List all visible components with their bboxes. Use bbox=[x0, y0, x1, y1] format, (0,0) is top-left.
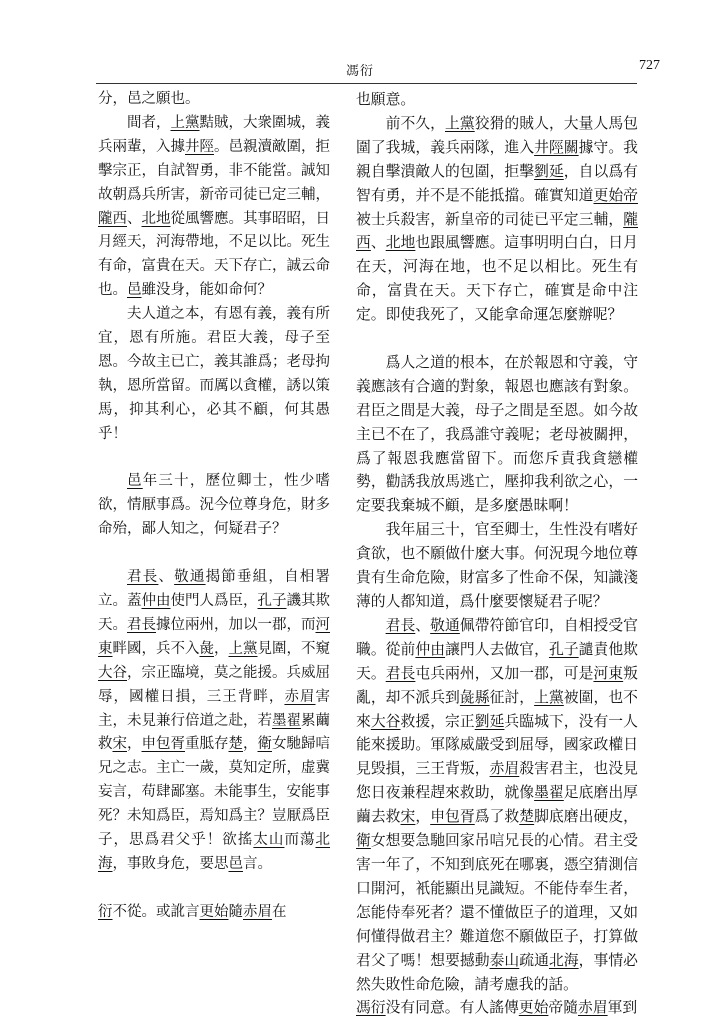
text-run: 我年届三十，官至卿士，生性没有嗜好貪欲，也不願做什麼大事。何況現今地位尊貴有生命危險，財富多了性命不保，知識淺薄的人都知道，爲什麼要懷疑君子呢？ bbox=[356, 521, 638, 611]
text-run: 在 bbox=[272, 903, 287, 920]
left-paragraph bbox=[98, 88, 330, 112]
proper-name: 敬通 bbox=[430, 616, 460, 634]
text-run: 害主，未見兼行倍道之赴，若 bbox=[98, 688, 331, 729]
proper-name: 上黨 bbox=[534, 688, 564, 706]
paragraph-gap bbox=[98, 447, 330, 471]
proper-name: 更始帝 bbox=[593, 186, 638, 204]
text-run: 譏其欺天。 bbox=[98, 593, 330, 633]
text-run: 帝隨 bbox=[548, 999, 579, 1017]
proper-name: 宋 bbox=[112, 736, 127, 753]
right-paragraph bbox=[356, 614, 638, 997]
proper-name: 泰山 bbox=[489, 951, 520, 969]
text-run: 前不久， bbox=[385, 114, 445, 132]
proper-name: 大谷 bbox=[370, 712, 401, 730]
proper-name: 衛 bbox=[356, 832, 371, 850]
text-run: 、 bbox=[370, 234, 386, 252]
text-run: ， bbox=[214, 640, 229, 657]
proper-name: 井陘 bbox=[185, 138, 214, 155]
text-run: 、 bbox=[158, 569, 175, 586]
text-run: 爲人之道的根本，在於報恩和守義，守義應該有合適的對象，報恩也應該有對象。君臣之間是大義，母子之間是至恩。如今故主已不在了，我爲誰守義呢；老母被關押，爲了報恩我應當留下。而您斥責我貪戀權勢，勸誘我放馬逃亡，壓抑我利欲之心，一定要我棄城不顧，是多麼愚昧啊！ bbox=[356, 353, 638, 515]
text-run: 譴責他欺天。 bbox=[356, 640, 638, 682]
text-run: 分，邑之願也。 bbox=[98, 91, 200, 107]
proper-name: 楚 bbox=[519, 808, 535, 826]
text-run: 殺害君主，也没見您日夜兼程趕來救助，就像 bbox=[356, 760, 638, 802]
text-run: 女想要急馳回家吊唁兄長的心情。君主受害一年了，不知到底死在哪裏，憑空猜測信口開河，衹能顯出見識短。不能侍奉生者，怎能侍奉死者？還不懂做臣子的道理，又如何懂得做君主？難道您不願做臣子，打算做君父了嗎！想要撼動 bbox=[356, 832, 638, 969]
proper-name: 君長 bbox=[127, 569, 159, 586]
text-run: 女馳歸唁兄之志。主亡一歲，莫知定所，虚冀妄言，苟肆鄙塞。未能事生，安能事死？未知爲臣，焉知爲主？豈厭爲臣子，思爲君父乎！欲搖 bbox=[98, 736, 330, 849]
text-run: 也願意。 bbox=[356, 91, 416, 108]
proper-name: 申包胥 bbox=[141, 736, 185, 753]
text-run: 使門人爲臣， bbox=[170, 593, 258, 609]
text-run: 見圍，不窺 bbox=[257, 640, 330, 657]
proper-name: 敬通 bbox=[174, 569, 206, 586]
left-paragraph bbox=[98, 901, 330, 925]
proper-name: 君長 bbox=[127, 616, 156, 633]
text-run: 、 bbox=[127, 210, 142, 227]
text-run: 累繭救 bbox=[98, 712, 330, 753]
page-number: 727 bbox=[639, 58, 660, 73]
text-run: 揭節垂組，自相署立。蓋 bbox=[98, 569, 331, 609]
text-run: 重胝存 bbox=[185, 736, 229, 753]
proper-name: 赤眉 bbox=[578, 999, 608, 1017]
text-run: 救援，宗正 bbox=[400, 712, 475, 730]
left-paragraph bbox=[98, 112, 330, 303]
left-paragraph bbox=[98, 470, 330, 542]
text-run: 征討， bbox=[489, 688, 535, 706]
text-run: ， bbox=[127, 736, 142, 753]
proper-name: 君長 bbox=[385, 664, 416, 682]
proper-name: 劉延 bbox=[474, 712, 505, 730]
text-run: 。邑親瀆敵圍，拒擊宗正，自試智勇，非不能當。誠知故朝爲兵所害，新帝司徒已定三輔， bbox=[98, 138, 330, 203]
proper-name: 孔子 bbox=[548, 640, 579, 658]
proper-name: 井陘關 bbox=[534, 138, 579, 156]
left-paragraph bbox=[98, 303, 330, 446]
proper-name: 衍 bbox=[98, 903, 113, 920]
text-run: 屯兵兩州，又加一郡，可是 bbox=[415, 664, 594, 682]
right-paragraph bbox=[356, 351, 638, 518]
text-run: 畔國，兵不入 bbox=[112, 640, 200, 657]
running-title: 馮衍 bbox=[346, 64, 375, 79]
text-run: 没有同意。有人謠傳 bbox=[385, 999, 519, 1017]
proper-name: 上黨 bbox=[445, 114, 475, 132]
paragraph-gap bbox=[98, 877, 330, 901]
proper-name: 邑 bbox=[127, 282, 142, 299]
proper-name: 隴西 bbox=[98, 210, 127, 227]
right-paragraph bbox=[356, 88, 638, 112]
proper-name: 北地 bbox=[141, 210, 171, 227]
proper-name: 上黨 bbox=[228, 640, 258, 657]
text-run: ，事情必然失敗性命危險，請考慮我的話。 bbox=[356, 951, 638, 993]
proper-name: 北海 bbox=[98, 832, 331, 872]
proper-name: 上黨 bbox=[170, 114, 200, 131]
left-paragraph bbox=[98, 566, 330, 877]
text-run: 也跟風響應。這事明明白白，日月在天，河海在地，也不足以相比。死生有命，富貴在天。天下存亡，確實是命中注定。即使我死了，又能拿命運怎麼辦呢？ bbox=[356, 234, 638, 324]
proper-name: 彘縣 bbox=[459, 688, 490, 706]
text-run: 據位兩州，加以一郡，而 bbox=[156, 616, 316, 633]
proper-name: 宋 bbox=[400, 808, 416, 826]
proper-name: 河東 bbox=[593, 664, 624, 682]
proper-name: 更始 bbox=[199, 903, 229, 920]
proper-name: 馮衍 bbox=[356, 999, 386, 1017]
text-run: 被士兵殺害，新皇帝的司徒已平定三輔， bbox=[356, 210, 624, 228]
text-run: 隨 bbox=[228, 903, 243, 920]
text-run: 而蕩 bbox=[284, 832, 316, 849]
proper-name: 墨翟 bbox=[272, 712, 301, 729]
text-run: 脚底磨出硬皮， bbox=[534, 808, 638, 826]
proper-name: 楚 bbox=[228, 736, 243, 753]
text-run: 叛亂，却不派兵到 bbox=[356, 664, 638, 706]
proper-name: 邑 bbox=[127, 473, 143, 490]
text-run: 言。 bbox=[243, 855, 272, 872]
proper-name: 太山 bbox=[253, 832, 285, 849]
text-run: 年三十，歷位卿士，性少嗜欲，情厭事爲。況今位尊身危，財多命殆，鄙人知之，何疑君子？ bbox=[98, 473, 331, 538]
text-run: 從風響應。其事昭昭，日月經天，河海帶地，不足以比。死生有命，富貴在天。天下存亡，誠云命也。 bbox=[98, 210, 330, 299]
text-run: 軍到 bbox=[607, 999, 638, 1017]
proper-name: 劉延 bbox=[534, 162, 564, 180]
proper-name: 彘 bbox=[199, 640, 214, 657]
text-run: ， bbox=[243, 736, 258, 753]
text-run: ， bbox=[415, 808, 431, 826]
proper-name: 大谷 bbox=[98, 664, 127, 681]
text-run: 據守。我親自擊潰敵人的包圍，拒擊 bbox=[356, 138, 638, 180]
proper-name: 隴西 bbox=[356, 210, 638, 252]
text-run: 佩帶符節官印，自相授受官職。從前 bbox=[356, 616, 638, 658]
proper-name: 衛 bbox=[257, 736, 272, 753]
text-run: 、 bbox=[415, 616, 431, 634]
proper-name: 墨翟 bbox=[534, 784, 564, 802]
proper-name: 君長 bbox=[385, 616, 416, 634]
column-right-translation bbox=[356, 88, 638, 1020]
text-run: 狡猾的賊人，大量人馬包圍了我城，義兵兩隊，進入 bbox=[356, 114, 638, 156]
text-run: 兵臨城下，没有一人能來援助。軍隊威嚴受到屈辱，國家政權日見毁損，三王背叛， bbox=[356, 712, 638, 778]
text-run: 黠賊，大衆圍城，義兵兩輩，入據 bbox=[98, 114, 330, 155]
text-run: 疏通 bbox=[519, 951, 549, 969]
proper-name: 赤眉 bbox=[284, 688, 316, 705]
proper-name: 北海 bbox=[548, 951, 579, 969]
proper-name: 邑 bbox=[228, 855, 243, 872]
text-run: 爲了救 bbox=[474, 808, 520, 826]
right-paragraph bbox=[356, 518, 638, 614]
proper-name: 仲由 bbox=[141, 593, 171, 609]
right-paragraph bbox=[356, 112, 638, 327]
text-run: 讓門人去做官， bbox=[445, 640, 549, 658]
text-run: 間者， bbox=[127, 114, 171, 131]
proper-name: 赤眉 bbox=[243, 903, 272, 920]
text-run: 夫人道之本，有恩有義，義有所宜，恩有所施。君臣大義，母子至恩。今故主已亡，義其誰爲；老母拘執，恩所當留。而厲以貪權，誘以策馬，抑其利心，必其不顧，何其愚乎！ bbox=[98, 306, 330, 442]
text-run: ，事敗身危，要思 bbox=[112, 855, 229, 872]
proper-name: 更始 bbox=[518, 999, 549, 1017]
proper-name: 仲由 bbox=[415, 640, 446, 658]
paragraph-gap bbox=[98, 542, 330, 566]
column-left-classical-text bbox=[98, 88, 330, 925]
text-run: ，宗正臨境，莫之能援。兵威屈辱，國權日損，三王背畔， bbox=[98, 664, 330, 705]
text-run: 雖没身，能如命何？ bbox=[141, 282, 272, 299]
text-run: 足底磨出厚繭去救 bbox=[356, 784, 638, 826]
proper-name: 赤眉 bbox=[489, 760, 520, 778]
proper-name: 孔子 bbox=[257, 593, 287, 609]
proper-name: 河東 bbox=[98, 616, 330, 657]
proper-name: 申包胥 bbox=[430, 808, 475, 826]
text-run: ，自以爲有智有勇，并不是不能抵擋。確實知道 bbox=[356, 162, 638, 204]
text-run: 不從。或訛言 bbox=[112, 903, 200, 920]
header-rule bbox=[96, 83, 637, 84]
text-run: 被圍，也不來 bbox=[356, 688, 638, 730]
paragraph-gap bbox=[356, 327, 638, 351]
proper-name: 北地 bbox=[385, 234, 416, 252]
